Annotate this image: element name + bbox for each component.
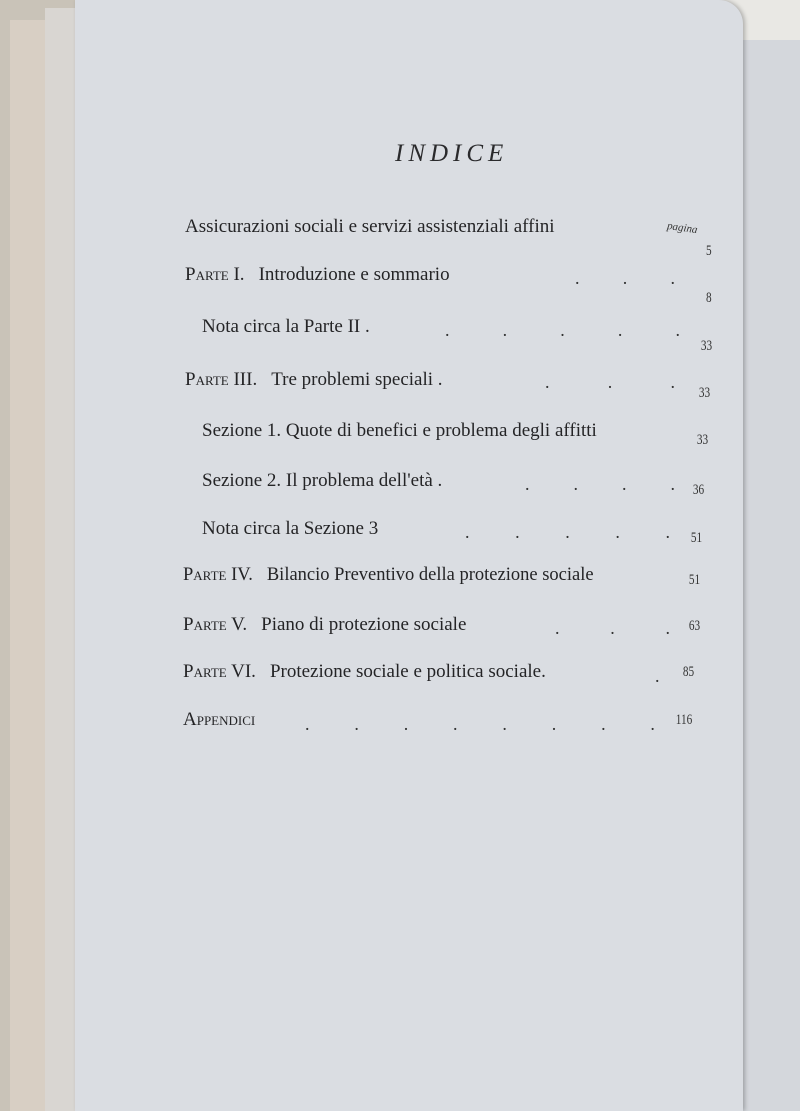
toc-entry	[202, 470, 442, 492]
toc-entry	[183, 614, 466, 636]
page-number: 33	[698, 385, 711, 401]
page-number: 85	[682, 664, 695, 680]
entry-label: Parte IV.	[183, 565, 253, 585]
leader-dots: . . . . .	[465, 522, 670, 542]
page-title: INDICE	[395, 140, 509, 167]
toc-entry	[202, 316, 370, 338]
toc-entry	[185, 216, 555, 238]
page-number: 5	[705, 243, 712, 259]
page-number: 116	[675, 712, 693, 728]
entry-text: Tre problemi speciali .	[271, 369, 443, 390]
leader-dots: . . .	[555, 618, 670, 638]
toc-entry	[202, 518, 378, 540]
toc-entry	[202, 420, 597, 442]
leader-dots: . . . .	[525, 474, 675, 494]
entry-label: Parte V.	[183, 614, 248, 635]
leader-dots: . . .	[545, 372, 675, 392]
toc-entry	[183, 565, 594, 586]
entry-text: Assicurazioni sociali e servizi assistenziali affini	[185, 216, 555, 237]
page-number: 51	[690, 530, 703, 546]
leader-dots: . . . . .	[445, 320, 680, 340]
entry-label: Parte VI.	[183, 661, 256, 682]
toc-entry	[183, 661, 546, 683]
entry-label: Parte I.	[185, 264, 245, 285]
toc-entry	[185, 369, 443, 391]
page-number: 51	[688, 572, 701, 588]
page-column-header: pagina	[666, 219, 699, 237]
page-number: 33	[696, 432, 709, 448]
leader-dots: . . .	[575, 268, 675, 288]
entry-text: Sezione 2. Il problema dell'età .	[202, 470, 443, 491]
entry-text: Piano di protezione sociale	[261, 614, 467, 635]
page-number: 33	[700, 338, 713, 354]
entry-text: Introduzione e sommario	[258, 264, 450, 285]
entry-text: Protezione sociale e politica sociale.	[269, 661, 546, 682]
page-number: 36	[692, 482, 705, 498]
entry-text: Bilancio Preventivo della protezione sociale	[266, 565, 594, 585]
book-page	[75, 0, 743, 1111]
entry-label: Parte III.	[185, 369, 258, 390]
entry-label: Appendici	[183, 709, 256, 730]
leader-dots: .	[655, 666, 660, 686]
entry-text: Nota circa la Parte II .	[202, 316, 370, 337]
entry-text: Sezione 1. Quote di benefici e problema degli affitti	[202, 420, 597, 441]
toc-entry	[183, 709, 269, 731]
page-number: 8	[705, 290, 712, 306]
toc-entry	[185, 264, 450, 286]
entry-text: Nota circa la Sezione 3	[202, 518, 379, 539]
page-number: 63	[688, 618, 701, 634]
facing-page	[735, 40, 800, 1111]
leader-dots: . . . . . . . .	[305, 714, 655, 734]
